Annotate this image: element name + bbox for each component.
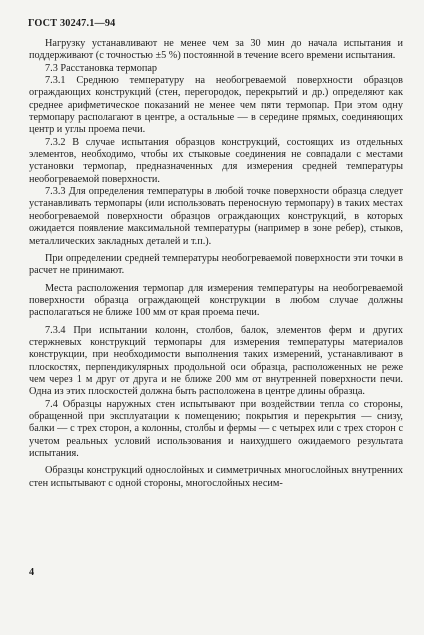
paragraph-7-4: 7.4 Образцы наружных стен испытывают при воздействии тепла со стороны, обращенной при эксплуатации к помещению; покрытия и перекрытия — снизу, балки — с трех сторон, а колонны, столбы и фермы — с четырех или с трех сторон с учетом реальных условий использования и наихудшего ожидаемого результата испытания.	[29, 398, 403, 459]
page-number: 4	[29, 567, 35, 578]
paragraph-internal-walls: Образцы конструкций однослойных и симметричных многослойных внутренних стен испытывают с одной стороны, многослойных несим-	[29, 465, 403, 489]
standard-header: ГОСТ 30247.1—94	[28, 18, 116, 29]
section-heading-7-3: 7.3 Расстановка термопар	[45, 62, 158, 74]
paragraph-average-temperature: При определении средней температуры необогреваемой поверхности эти точки в расчет не принимают.	[29, 252, 403, 277]
document-body	[29, 38, 403, 490]
paragraph-load: Нагрузку устанавливают не менее чем за 30 мин до начала испытания и поддерживают (с точностью ±5 %) постоянной в течение всего времени испытания.	[29, 38, 403, 62]
paragraph-7-3-1: 7.3.1 Среднюю температуру на необогреваемой поверхности образцов ограждающих конструкций (стен, перегородок, перекрытий и др.) определяют как среднее арифметическое показаний не менее чем пяти термопар. При этом одну термопару располагают в центре, а остальные — в середине прямых, соединяющих центр и углы проема печи.	[29, 75, 403, 136]
paragraph-7-3-2: 7.3.2 В случае испытания образцов конструкций, состоящих из отдельных элементов, необходимо, чтобы их стыковые соединения не совпадали с местами установки термопар, предназначенных для измерения средней температуры необогреваемой поверхности.	[29, 136, 403, 185]
paragraph-7-3-3: 7.3.3 Для определения температуры в любой точке поверхности образца следует устанавливать термопары (или использовать переносную термопару) в таких местах необогреваемой поверхности образцов ограждающих конструкций, в которых ожидается появление максимальной температуры (например в зоне ребер), стыков, металлических закладных деталей и т.п.).	[29, 186, 403, 247]
paragraph-thermocouple-locations: Места расположения термопар для измерения температуры на необогреваемой поверхности образца ограждающей конструкции в любом случае должны располагаться не ближе 100 мм от края проема печи.	[29, 282, 403, 319]
paragraph-7-3-4: 7.3.4 При испытании колонн, столбов, балок, элементов ферм и других стержневых конструкций термопары для измерения температуры материалов конструкции, при необходимости выполнения таких измерений, устанавливают в плоскостях, перпендикулярных продольной оси образца, расположенных не реже чем через 1 м друг от друга и не ближе 200 мм от внутренней поверхности печи. Одна из этих плоскостей должна быть расположена в центре длины образца.	[29, 324, 403, 398]
